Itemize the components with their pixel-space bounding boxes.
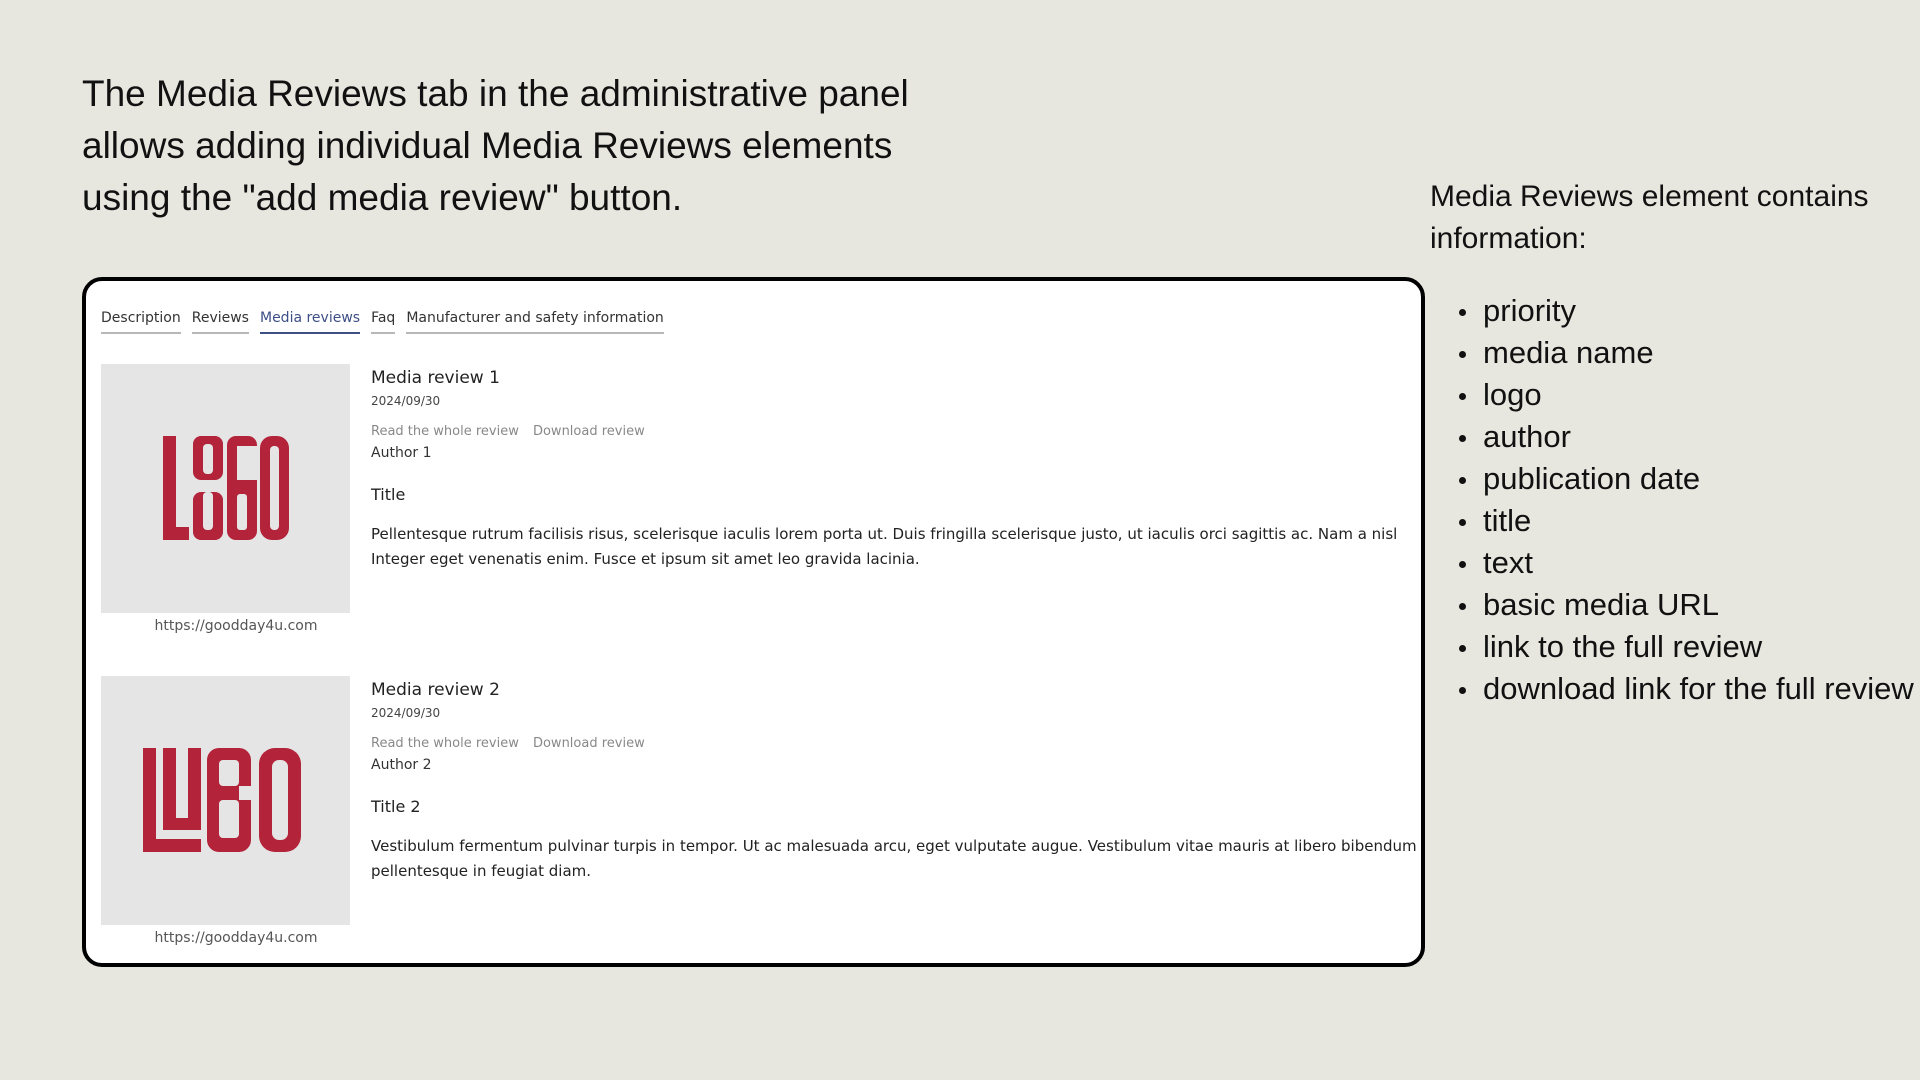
logo-image — [141, 746, 311, 856]
element-info-item: author — [1430, 416, 1910, 458]
read-whole-review-link[interactable]: Read the whole review — [371, 736, 519, 751]
review-links — [371, 424, 1425, 439]
publication-date: 2024/09/30 — [371, 394, 441, 408]
element-info-item: logo — [1430, 374, 1910, 416]
tab-faq[interactable]: Faq — [371, 310, 395, 334]
media-logo — [101, 364, 350, 613]
review-text-line-2: pellentesque in feugiat diam. — [371, 862, 592, 880]
tab-description[interactable]: Description — [101, 310, 181, 334]
review-links — [371, 736, 1425, 751]
tab-manufacturer-safety[interactable]: Manufacturer and safety information — [406, 310, 663, 334]
element-info-item: priority — [1430, 290, 1910, 332]
media-name: Media review 1 — [371, 368, 500, 388]
element-info-item: download link for the full review — [1430, 668, 1910, 710]
review-text-line-2: Integer eget venenatis enim. Fusce et ipsum sit amet leo gravida lacinia. — [371, 550, 920, 568]
element-info-item: link to the full review — [1430, 626, 1910, 668]
element-info-item: publication date — [1430, 458, 1910, 500]
review-author: Author 1 — [371, 445, 432, 461]
review-text — [371, 522, 1425, 572]
read-whole-review-link[interactable]: Read the whole review — [371, 424, 519, 439]
download-review-link[interactable]: Download review — [532, 424, 645, 439]
media-logo — [101, 676, 350, 925]
product-tabs — [101, 310, 664, 334]
element-info-heading — [1430, 176, 1910, 260]
media-review-body — [371, 676, 1425, 884]
review-text — [371, 834, 1425, 884]
review-text-line-1: Vestibulum fermentum pulvinar turpis in tempor. Ut ac malesuada arcu, eget vulputate augue. Vestibulum vitae mauris at libero bibendum — [371, 837, 1417, 855]
tab-reviews[interactable]: Reviews — [192, 310, 249, 334]
review-author: Author 2 — [371, 757, 432, 773]
intro-line-2: allows adding individual Media Reviews elements — [82, 125, 893, 166]
media-name: Media review 2 — [371, 680, 500, 700]
element-info-panel — [1430, 176, 1914, 710]
element-info-list — [1430, 290, 1914, 710]
review-text-line-1: Pellentesque rutrum facilisis risus, scelerisque iaculis lorem porta ut. Duis fringilla scelerisque justo, ut iaculis orci sagittis ac. Nam a nisl — [371, 525, 1398, 543]
intro-text — [82, 68, 982, 224]
media-review-body — [371, 364, 1425, 572]
logo-image — [161, 434, 291, 544]
element-info-heading-line-2: information: — [1430, 222, 1587, 255]
media-url[interactable]: https://goodday4u.com — [154, 618, 318, 634]
intro-line-1: The Media Reviews tab in the administrative panel — [82, 73, 909, 114]
download-review-link[interactable]: Download review — [532, 736, 645, 751]
media-review-item — [101, 364, 1425, 654]
media-review-item — [101, 676, 1425, 966]
tab-media-reviews[interactable]: Media reviews — [260, 310, 360, 334]
element-info-item: basic media URL — [1430, 584, 1910, 626]
publication-date: 2024/09/30 — [371, 706, 441, 720]
media-url[interactable]: https://goodday4u.com — [154, 930, 318, 946]
intro-line-3: using the "add media review" button. — [82, 177, 683, 218]
element-info-heading-line-1: Media Reviews element contains — [1430, 180, 1869, 213]
review-title: Title 2 — [371, 797, 421, 816]
element-info-item: text — [1430, 542, 1910, 584]
element-info-item: media name — [1430, 332, 1910, 374]
element-info-item: title — [1430, 500, 1910, 542]
admin-panel-preview — [82, 277, 1425, 967]
review-title: Title — [371, 485, 406, 504]
